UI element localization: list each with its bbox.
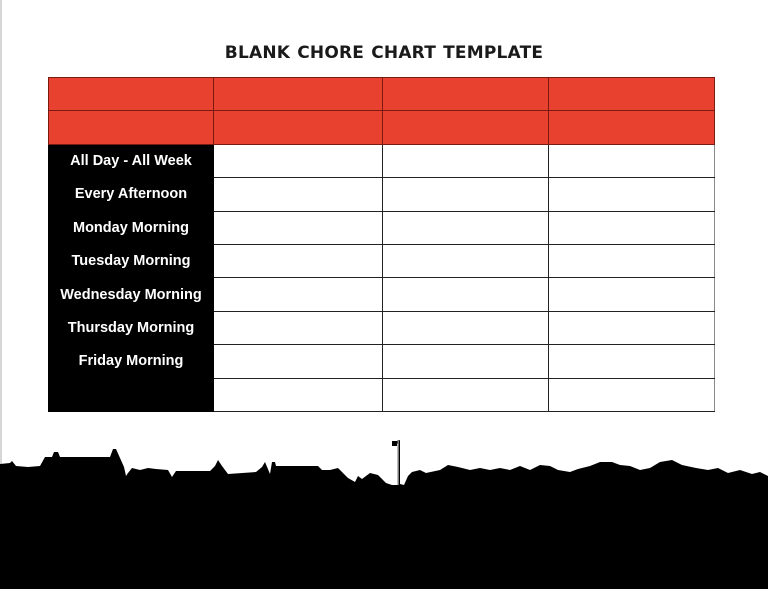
table-row [49, 244, 715, 277]
chore-cell[interactable] [214, 244, 383, 277]
header-cell[interactable] [549, 111, 715, 144]
header-cell[interactable] [214, 78, 383, 111]
chore-cell[interactable] [383, 178, 549, 211]
chore-cell[interactable] [214, 178, 383, 211]
chore-cell[interactable] [549, 311, 715, 344]
chore-cell[interactable] [383, 311, 549, 344]
header-cell[interactable] [383, 111, 549, 144]
chore-cell[interactable] [549, 244, 715, 277]
chore-cell[interactable] [383, 378, 549, 411]
chore-cell[interactable] [383, 278, 549, 311]
row-label: Monday Morning [49, 211, 214, 244]
header-cell[interactable] [549, 78, 715, 111]
table-row [49, 144, 715, 177]
chore-cell[interactable] [214, 345, 383, 378]
chore-cell[interactable] [214, 211, 383, 244]
chore-chart-table [48, 77, 715, 412]
chore-cell[interactable] [383, 144, 549, 177]
chore-cell[interactable] [214, 311, 383, 344]
chore-cell[interactable] [214, 378, 383, 411]
chore-cell[interactable] [549, 378, 715, 411]
row-label: Thursday Morning [49, 311, 214, 344]
row-label: Wednesday Morning [49, 278, 214, 311]
row-label [49, 378, 214, 411]
header-row-1 [49, 78, 715, 111]
table-row [49, 178, 715, 211]
table-row [49, 378, 715, 411]
row-label: All Day - All Week [49, 144, 214, 177]
page-title: BLANK CHORE CHART TEMPLATE [224, 43, 544, 63]
header-row-2 [49, 111, 715, 144]
header-cell[interactable] [383, 78, 549, 111]
row-label: Friday Morning [49, 345, 214, 378]
chore-cell[interactable] [383, 211, 549, 244]
table-row [49, 278, 715, 311]
chore-cell[interactable] [383, 244, 549, 277]
chore-cell[interactable] [549, 144, 715, 177]
chore-cell[interactable] [214, 278, 383, 311]
chore-cell[interactable] [549, 178, 715, 211]
header-cell[interactable] [49, 111, 214, 144]
city-skyline-silhouette [0, 430, 768, 589]
header-cell[interactable] [49, 78, 214, 111]
chore-cell[interactable] [549, 345, 715, 378]
chore-cell[interactable] [549, 278, 715, 311]
table-row [49, 345, 715, 378]
chore-cell[interactable] [549, 211, 715, 244]
row-label: Every Afternoon [49, 178, 214, 211]
chore-cell[interactable] [383, 345, 549, 378]
table-row [49, 211, 715, 244]
header-cell[interactable] [214, 111, 383, 144]
table-row [49, 311, 715, 344]
row-label: Tuesday Morning [49, 244, 214, 277]
chore-cell[interactable] [214, 144, 383, 177]
